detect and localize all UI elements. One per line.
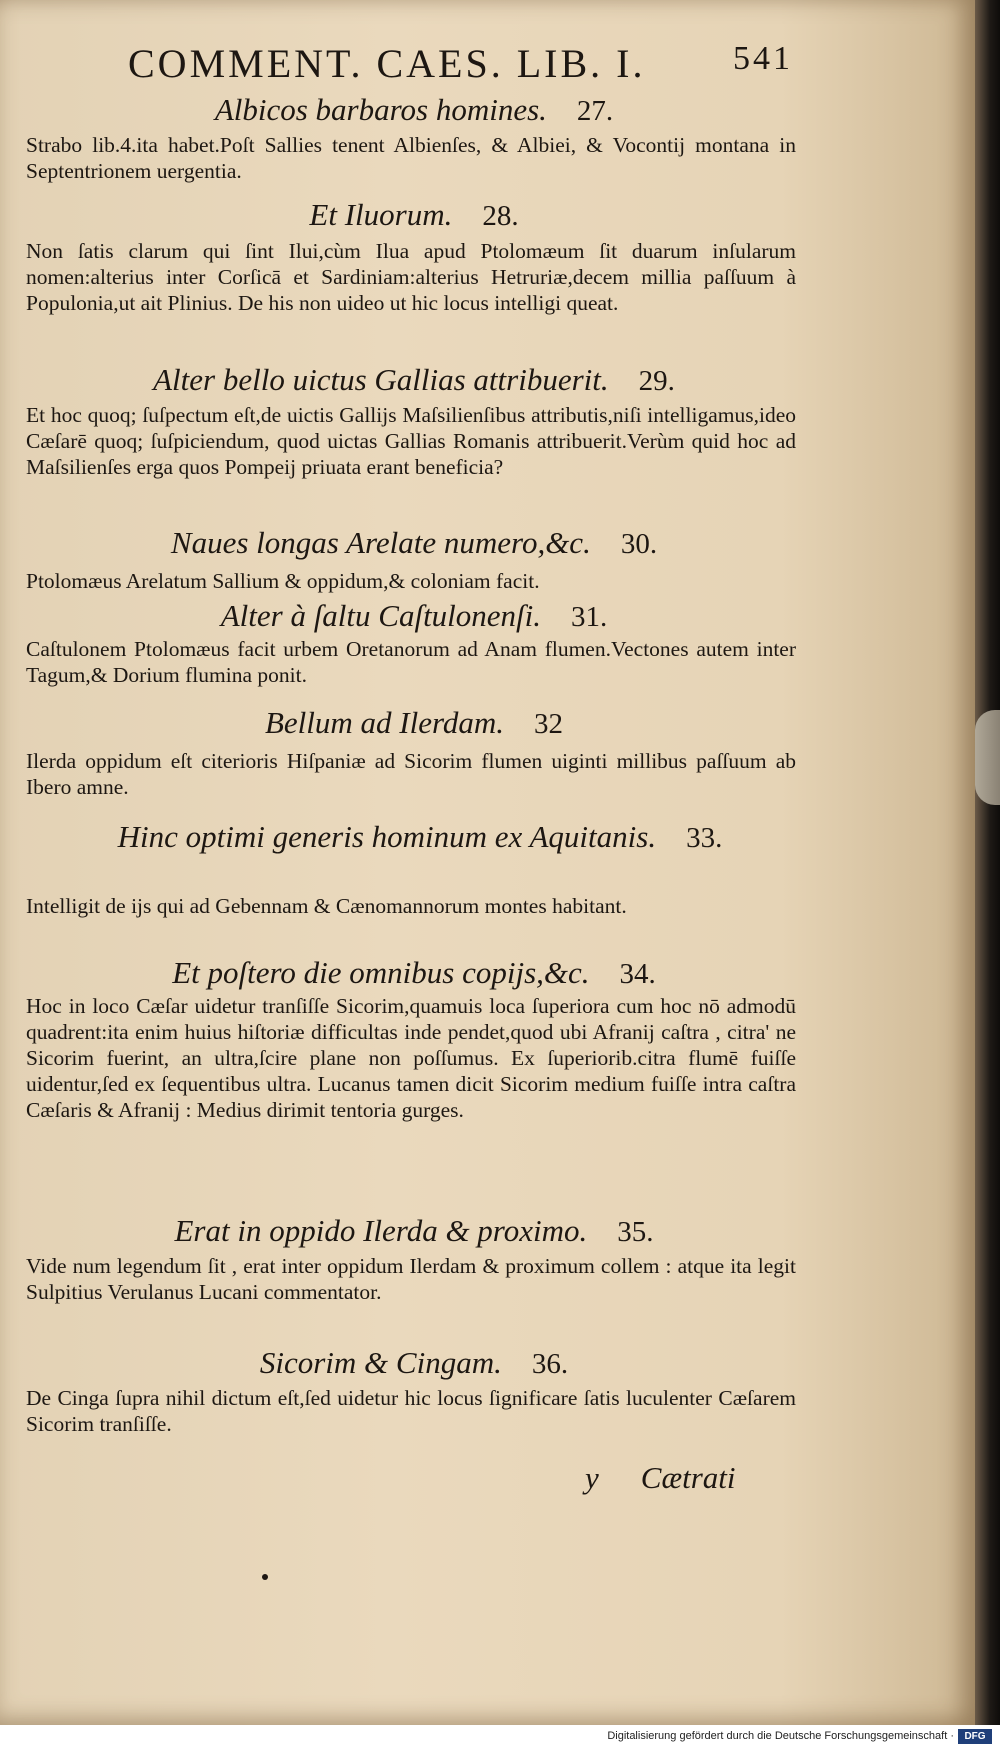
entry-heading-text: Alter bello uictus Gallias attribuerit. [153,362,609,397]
entry-number: 28. [482,200,519,232]
entry-number: 36. [531,1348,569,1380]
entry-heading [24,1213,804,1249]
entry-number: 27. [576,95,614,127]
entry-number: 29. [638,365,675,397]
entry-heading [24,598,804,634]
book-clasp [975,710,1000,805]
signature-mark: y [585,1460,599,1495]
entry-text: Ptolomæus Arelatum Sallium & oppidum,& coloniam facit. [26,569,540,593]
entry-number: 30. [620,528,658,560]
entry-text: Strabo lib.4.ita habet.Poſt Sallies tenent Albienſes, & Albiei, & Vocontij montana in Septentrionem uergentia. [26,133,796,183]
catchwords [585,1460,805,1496]
entry-heading-text: Albicos barbaros homines. [214,92,547,127]
entry-number: 33. [686,822,723,854]
footer-credit: Digitalisierung gefördert durch die Deutsche Forschungsgemeinschaft · [607,1730,954,1742]
entry-heading-text: Hinc optimi generis hominum ex Aquitanis. [117,819,657,854]
entry-heading-text: Bellum ad Ilerdam. [264,705,505,740]
entry-number: 32 [534,708,564,740]
entry-heading-text: Et poſtero die omnibus copijs,&c. [172,955,590,990]
entry-heading [24,525,804,561]
entry-heading [24,362,804,398]
entry-number: 31. [571,601,608,633]
entry-text: Et hoc quoq; ſuſpectum eſt,de uictis Gallijs Maſsilienſibus attributis,niſi intelligamus,ideo Cæſarē quoq; ſuſpiciendum, quod uictas Gallias Romanis attribuerit.Verùm quid hoc ad Maſsilienſes erga quos Pompeij priuata erant beneficia? [26,403,796,479]
entry-text: Caſtulonem Ptolomæus facit urbem Oretanorum ad Anam flumen.Vectones autem inter Tagum,& Dorium flumina ponit. [26,637,796,687]
entry-number: 35. [617,1216,654,1248]
footer-bar [0,1725,1000,1749]
entry-text: Vide num legendum ſit , erat inter oppidum Ilerdam & proximum collem : atque ita legit Sulpitius Verulanus Lucani commentator. [26,1254,796,1304]
running-head [128,40,818,87]
entry-text: Non ſatis clarum qui ſint Ilui,cùm Ilua apud Ptolomæum ſit duarum inſularum nomen:alterius inter Corſicā et Sardiniam:alterius Hetruriæ,decem millia paſſuum à Populonia,ut ait Plinius. De his non uideo ut hic locus intelligi queat. [26,239,796,315]
entry-text: Intelligit de ijs qui ad Gebennam & Cænomannorum montes habitant. [26,894,627,918]
entry-heading-text: Alter à ſaltu Caſtulonenſi. [220,598,542,633]
running-head-title: COMMENT. CAES. LIB. I. [128,41,646,86]
entry-heading [24,92,804,128]
catchword: Cætrati [640,1460,736,1495]
entry-heading-text: Naues longas Arelate numero,&c. [170,525,591,560]
entry-heading [100,812,740,863]
entry-text: Ilerda oppidum eſt citerioris Hiſpaniæ ad Sicorim flumen uiginti millibus paſſuum ab Ibero amne. [26,749,796,799]
entry-heading [24,197,804,233]
entry-text: De Cinga ſupra nihil dictum eſt,ſed uidetur hic locus ſignificare ſatis luculenter Cæſarem Sicorim tranſiſſe. [26,1386,796,1436]
entry-number: 34. [619,958,656,990]
entry-heading-text: Sicorim & Cingam. [259,1345,502,1380]
entry-heading [24,705,804,741]
entry-heading-text: Erat in oppido Ilerda & proximo. [174,1213,588,1248]
page-edge-shadow [975,0,1000,1749]
entry-heading [24,955,804,991]
entry-text: Hoc in loco Cæſar uidetur tranſiſſe Sicorim,quamuis loca ſuperiora cum hoc nō admodū quadrent:ita enim huius hiſtoriæ difficultas inde pendet,quod ubi Afranij caſtra , citra' ne Sicorim fuerint, an ultra,ſcire plane non poſſumus. Ex ſuperiorib.citra flumē fuiſſe uidentur,ſed ex ſequentibus ultra. Lucanus tamen dicit Sicorim medium fuiſſe intra caſtra Cæſaris & Afranij : Medius dirimit tentoria gurges. [26,994,796,1122]
entry-heading-text: Et Iluorum. [309,197,453,232]
dfg-logo[interactable]: DFG [958,1729,992,1744]
entry-heading [24,1345,804,1381]
page-number: 541 [733,40,793,77]
ink-dot [262,1574,268,1580]
